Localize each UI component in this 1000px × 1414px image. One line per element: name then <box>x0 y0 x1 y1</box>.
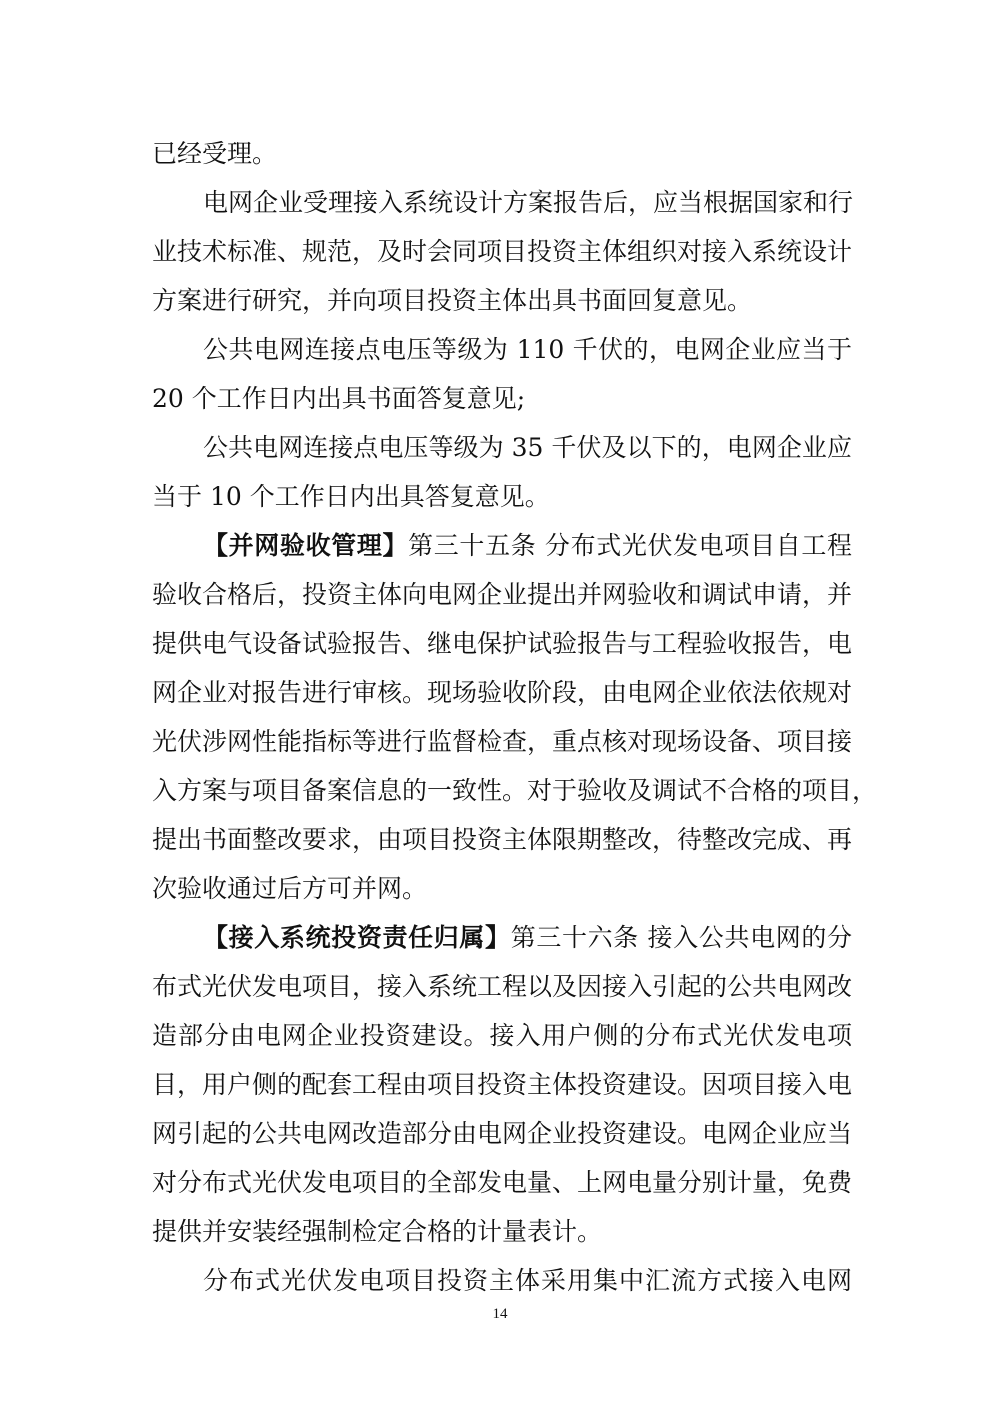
text-line: 公共电网连接点电压等级为 110 千伏的，电网企业应当于 <box>203 335 852 364</box>
text-line: 布式光伏发电项目，接入系统工程以及因接入引起的公共电网改 <box>152 972 853 1001</box>
article-text: 第三十五条 分布式光伏发电项目自工程 <box>408 531 852 560</box>
text-line: 提出书面整改要求，由项目投资主体限期整改，待整改完成、再 <box>152 825 853 854</box>
text-line: 20 个工作日内出具书面答复意见; <box>152 384 526 413</box>
text-line: 次验收通过后方可并网。 <box>152 874 428 903</box>
article-heading: 【接入系统投资责任归属】 <box>203 923 511 952</box>
page-number: 14 <box>492 1306 508 1322</box>
article-35-first-line <box>203 524 852 568</box>
text-line: 提供并安装经强制检定合格的计量表计。 <box>152 1217 603 1246</box>
text-line: 网引起的公共电网改造部分由电网企业投资建设。电网企业应当 <box>152 1119 853 1148</box>
text-line: 网企业对报告进行审核。现场验收阶段，由电网企业依法依规对 <box>152 678 853 707</box>
text-line: 方案进行研究，并向项目投资主体出具书面回复意见。 <box>152 286 753 315</box>
text-line: 已经受理。 <box>152 139 278 168</box>
text-line: 分布式光伏发电项目投资主体采用集中汇流方式接入电网 <box>203 1266 852 1295</box>
text-line: 入方案与项目备案信息的一致性。对于验收及调试不合格的项目， <box>152 776 878 805</box>
text-line: 光伏涉网性能指标等进行监督检查，重点核对现场设备、项目接 <box>152 727 853 756</box>
text-line: 目，用户侧的配套工程由项目投资主体投资建设。因项目接入电 <box>152 1070 853 1099</box>
text-line: 验收合格后，投资主体向电网企业提出并网验收和调试申请，并 <box>152 580 853 609</box>
text-line: 电网企业受理接入系统设计方案报告后，应当根据国家和行 <box>203 188 854 217</box>
text-line: 造部分由电网企业投资建设。接入用户侧的分布式光伏发电项 <box>152 1021 852 1050</box>
text-line: 提供电气设备试验报告、继电保护试验报告与工程验收报告，电 <box>152 629 853 658</box>
text-line: 公共电网连接点电压等级为 35 千伏及以下的，电网企业应 <box>203 433 852 462</box>
article-text: 第三十六条 接入公共电网的分 <box>510 923 852 952</box>
text-line: 业技术标准、规范，及时会同项目投资主体组织对接入系统设计 <box>152 237 853 266</box>
text-line: 对分布式光伏发电项目的全部发电量、上网电量分别计量，免费 <box>152 1168 853 1197</box>
article-heading: 【并网验收管理】 <box>203 531 409 560</box>
text-line: 当于 10 个工作日内出具答复意见。 <box>152 482 550 511</box>
article-36-first-line <box>203 916 852 960</box>
